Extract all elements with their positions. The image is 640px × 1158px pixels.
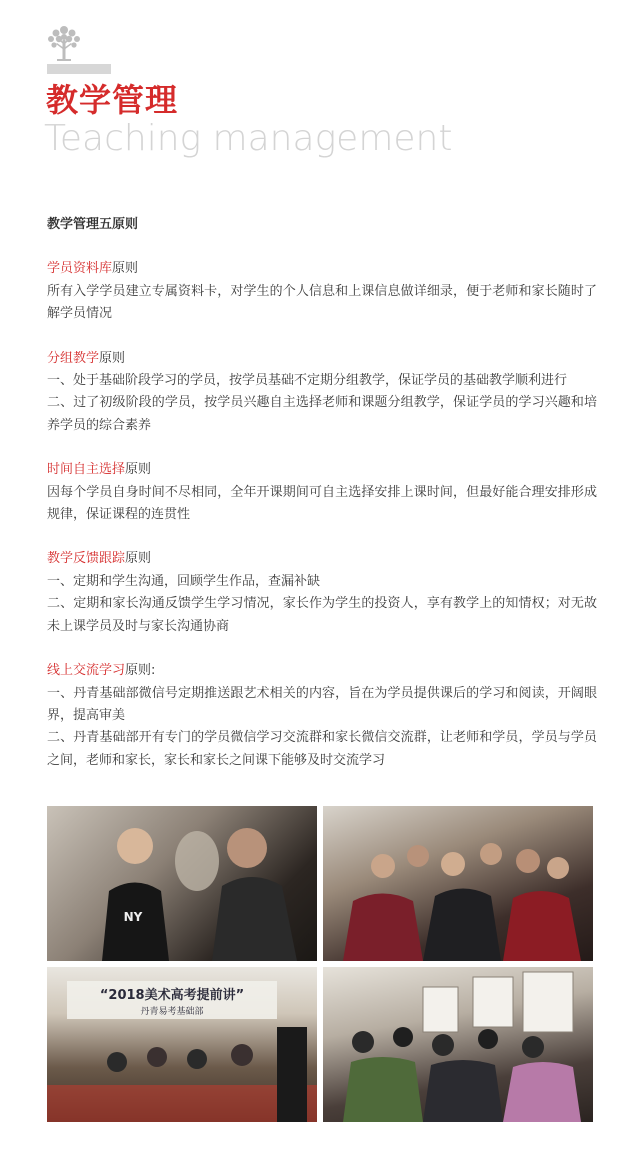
photo-gallery-visit [323, 967, 593, 1122]
section-paragraph: 一、丹青基础部微信号定期推送跟艺术相关的内容，旨在为学员提供课后的学习和阅读，开阔眼界，提高审美 [47, 685, 597, 723]
page-subtitle-english: Teaching management [44, 118, 453, 159]
section-paragraph: 因每个学员自身时间不尽相同，全年开课期间可自主选择安排上课时间，但最好能合理安排形成规律，保证课程的连贯性 [47, 484, 597, 523]
section-title [47, 660, 597, 682]
banner-title: “2018美术高考提前讲” [99, 988, 245, 1003]
logo-underline-bar [47, 64, 111, 74]
photo-grid [47, 806, 593, 1122]
shirt-text: NY [123, 910, 143, 924]
section-title [47, 459, 597, 481]
principle-section [47, 660, 597, 772]
section-paragraph: 二、过了初级阶段的学员，按学员兴趣自主选择老师和课题分组教学，保证学员的学习兴趣和培养学员的综合素养 [47, 395, 597, 433]
section-paragraph: 二、定期和家长沟通反馈学生学习情况，家长作为学生的投资人，享有教学上的知情权；对无故未上课学员及时与家长沟通协商 [47, 596, 597, 634]
tree-logo-icon [47, 24, 81, 62]
section-title-highlight: 教学反馈跟踪 [47, 551, 126, 567]
principles-content [47, 214, 597, 794]
section-title-highlight: 学员资料库 [47, 261, 113, 277]
section-title-suffix: 原则 [125, 551, 152, 567]
section-title [47, 348, 597, 370]
section-title-highlight: 线上交流学习 [47, 663, 126, 679]
principle-section [47, 548, 597, 638]
section-title [47, 258, 597, 280]
photo-lecture-hall [47, 967, 317, 1122]
principle-section [47, 459, 597, 526]
section-paragraph: 一、处于基础阶段学习的学员，按学员基础不定期分组教学，保证学员的基础教学顺利进行 [47, 373, 568, 389]
section-paragraph: 二、丹青基础部开有专门的学员微信学习交流群和家长微信交流群，让老师和学员，学员与学员之间，老师和家长，家长和家长之间课下能够及时交流学习 [47, 730, 597, 768]
photo-students-crowd [323, 806, 593, 961]
section-title-highlight: 时间自主选择 [47, 462, 126, 478]
section-title-highlight: 分组教学 [47, 350, 100, 366]
section-title-suffix: 原则 [112, 261, 139, 277]
banner-subtitle: 丹青易考基础部 [140, 1007, 204, 1017]
section-title [47, 548, 597, 570]
section-title-suffix: 原则: [125, 663, 156, 679]
section-title-suffix: 原则 [125, 462, 152, 478]
principles-heading: 教学管理五原则 [47, 217, 139, 232]
photo-teacher-parent [47, 806, 317, 961]
section-paragraph: 一、定期和学生沟通，回顾学生作品，查漏补缺 [47, 573, 321, 589]
principle-section [47, 348, 597, 438]
section-paragraph: 所有入学学员建立专属资料卡，对学生的个人信息和上课信息做详细录，便于老师和家长随时了解学员情况 [47, 283, 597, 322]
section-title-suffix: 原则 [99, 350, 126, 366]
page-title: 教学管理 [46, 81, 179, 119]
principle-section [47, 258, 597, 325]
